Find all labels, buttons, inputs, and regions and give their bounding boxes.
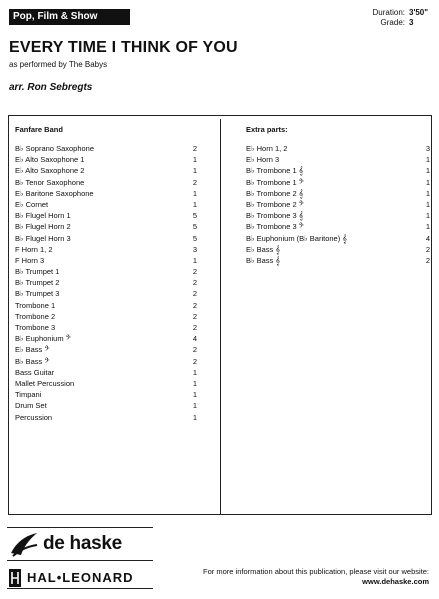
part-row	[246, 233, 430, 244]
part-name	[15, 300, 55, 311]
part-label: Bass Guitar	[15, 367, 55, 377]
part-count: 2	[192, 356, 197, 366]
grade-label: Grade:	[380, 18, 405, 27]
part-label: Drum Set	[15, 401, 47, 411]
part-label: B♭ Trombone 2	[246, 199, 297, 209]
piece-title: EVERY TIME I THINK OF YOU	[9, 39, 238, 56]
category-badge: Pop, Film & Show	[9, 9, 130, 25]
part-count: 2	[192, 278, 197, 288]
part-name	[15, 188, 94, 199]
part-count: 2	[192, 345, 197, 355]
part-name	[15, 199, 48, 210]
part-count: 1	[425, 188, 430, 198]
part-count: 5	[192, 222, 197, 232]
part-row	[15, 389, 197, 400]
part-count: 2	[192, 177, 197, 187]
fanfare-heading: Fanfare Band	[15, 125, 63, 134]
part-row	[15, 356, 197, 367]
part-count: 3	[192, 244, 197, 254]
part-label: Trombone 3	[15, 323, 56, 332]
part-count: 5	[192, 211, 197, 221]
part-row	[15, 333, 197, 344]
part-row	[246, 221, 430, 232]
part-name	[15, 356, 49, 367]
part-name	[246, 244, 280, 255]
part-label: B♭ Trombone 1	[246, 177, 297, 187]
part-label: E♭ Bass	[246, 244, 274, 254]
part-label: B♭ Tenor Saxophone	[15, 177, 85, 187]
website-link[interactable]: www.dehaske.com	[362, 577, 429, 586]
part-count: 1	[425, 222, 430, 232]
part-label: B♭ Flugel Horn 1	[15, 211, 71, 221]
part-label: B♭ Trumpet 2	[15, 278, 60, 288]
part-name	[15, 177, 84, 188]
part-label: F Horn 3	[15, 255, 45, 265]
part-label: Percussion	[15, 412, 53, 422]
part-row	[246, 143, 430, 154]
part-label: B♭ Flugel Horn 2	[15, 222, 71, 232]
duration-value: 3'50"	[409, 8, 429, 17]
part-count: 1	[425, 155, 430, 165]
part-count: 4	[192, 334, 197, 344]
de-haske-wave-icon	[9, 529, 39, 559]
part-count: 1	[192, 166, 197, 176]
part-name	[15, 322, 55, 333]
part-name	[15, 255, 44, 266]
part-name	[15, 378, 74, 389]
part-name	[15, 154, 84, 165]
part-name	[246, 188, 303, 199]
part-name	[246, 255, 280, 266]
part-row	[15, 300, 197, 311]
part-count: 1	[192, 390, 197, 400]
part-label: F Horn 1, 2	[15, 244, 53, 254]
part-count: 1	[425, 177, 430, 187]
de-haske-wordmark: de haske	[43, 533, 122, 554]
part-row	[15, 344, 197, 355]
footer-text: For more information about this publication, please visit our website:	[203, 567, 429, 576]
part-label: E♭ Cornet	[15, 199, 49, 209]
part-label: B♭ Flugel Horn 3	[15, 233, 71, 243]
part-count: 1	[192, 255, 197, 265]
part-count: 1	[192, 155, 197, 165]
performer-credit: as performed by The Babys	[9, 60, 108, 69]
clef-icon: 𝄞	[342, 233, 347, 243]
part-count: 2	[425, 255, 430, 265]
part-row	[15, 177, 197, 188]
part-name	[15, 221, 71, 232]
clef-icon: 𝄞	[275, 244, 281, 254]
extra-parts-heading: Extra parts:	[246, 125, 288, 134]
part-name	[15, 244, 53, 255]
de-haske-logo	[7, 527, 153, 561]
publisher-logo	[7, 527, 153, 592]
part-name	[246, 221, 304, 232]
part-name	[15, 288, 59, 299]
clef-icon: 𝄞	[298, 188, 304, 198]
part-label: B♭ Euphonium (B♭ Baritone)	[246, 233, 341, 243]
hal-leonard-icon	[9, 569, 21, 587]
arranger-credit: arr. Ron Sebregts	[9, 82, 93, 93]
part-label: B♭ Bass	[15, 356, 43, 366]
part-count: 2	[192, 311, 197, 321]
part-count: 1	[192, 367, 197, 377]
part-row	[15, 266, 197, 277]
part-label: B♭ Bass	[246, 255, 274, 265]
part-row	[15, 322, 197, 333]
part-name	[15, 266, 59, 277]
footer-info	[203, 567, 429, 587]
hal-leonard-wordmark: HAL•LEONARD	[27, 570, 134, 585]
part-name	[15, 165, 84, 176]
part-row	[246, 188, 430, 199]
clef-icon: 𝄢	[298, 222, 304, 232]
part-count: 2	[192, 289, 197, 299]
part-row	[15, 288, 197, 299]
part-row	[246, 255, 430, 266]
part-name	[246, 199, 304, 210]
part-row	[15, 412, 197, 423]
part-row	[15, 367, 197, 378]
part-label: B♭ Trombone 3	[246, 222, 297, 232]
clef-icon: 𝄞	[275, 255, 281, 265]
part-label: E♭ Alto Saxophone 1	[15, 155, 85, 165]
part-name	[15, 412, 52, 423]
part-name	[246, 154, 279, 165]
part-count: 2	[425, 244, 430, 254]
part-name	[246, 165, 303, 176]
part-count: 2	[192, 300, 197, 310]
part-label: E♭ Bass	[15, 345, 43, 355]
part-count: 4	[425, 233, 430, 243]
part-row	[15, 311, 197, 322]
part-name	[15, 400, 47, 411]
part-row	[15, 221, 197, 232]
part-count: 1	[192, 412, 197, 422]
clef-icon: 𝄢	[298, 177, 304, 187]
clef-icon: 𝄢	[298, 199, 304, 209]
part-label: E♭ Horn 1, 2	[246, 144, 288, 153]
part-name	[15, 344, 49, 355]
part-name	[15, 389, 41, 400]
part-count: 2	[192, 323, 197, 332]
part-label: Timpani	[15, 390, 42, 400]
part-row	[15, 255, 197, 266]
part-row	[15, 277, 197, 288]
part-count: 1	[192, 401, 197, 411]
part-label: E♭ Baritone Saxophone	[15, 188, 94, 198]
part-count: 1	[192, 199, 197, 209]
part-label: B♭ Trombone 2	[246, 188, 297, 198]
part-label: B♭ Trombone 3	[246, 211, 297, 221]
part-name	[246, 143, 287, 154]
part-label: B♭ Trombone 1	[246, 166, 297, 176]
part-count: 1	[192, 378, 197, 388]
clef-icon: 𝄢	[44, 356, 50, 366]
clef-icon: 𝄞	[298, 166, 304, 176]
part-name	[246, 233, 347, 244]
part-label: B♭ Euphonium	[15, 334, 64, 344]
part-name	[246, 210, 303, 221]
part-label: Mallet Percussion	[15, 378, 75, 388]
part-count: 1	[192, 188, 197, 198]
part-row	[15, 154, 197, 165]
part-row	[15, 199, 197, 210]
part-row	[15, 378, 197, 389]
part-row	[15, 244, 197, 255]
piece-meta	[373, 8, 429, 28]
part-row	[246, 199, 430, 210]
part-name	[15, 367, 54, 378]
part-name	[15, 333, 71, 344]
part-label: Trombone 2	[15, 311, 56, 321]
part-name	[15, 143, 94, 154]
column-divider	[220, 119, 221, 514]
duration-label: Duration:	[372, 8, 405, 17]
fanfare-parts-list	[15, 143, 197, 423]
part-row	[15, 165, 197, 176]
part-name	[15, 210, 71, 221]
part-row	[246, 165, 430, 176]
hal-leonard-logo	[7, 567, 153, 589]
part-count: 2	[192, 267, 197, 277]
part-label: B♭ Soprano Saxophone	[15, 144, 95, 153]
part-label: B♭ Trumpet 3	[15, 289, 60, 299]
extra-parts-list	[246, 143, 430, 266]
part-row	[15, 188, 197, 199]
part-label: E♭ Alto Saxophone 2	[15, 166, 85, 176]
part-name	[15, 277, 59, 288]
grade-value: 3	[409, 18, 414, 27]
part-row	[15, 143, 197, 154]
part-count: 2	[192, 144, 197, 153]
clef-icon: 𝄢	[65, 334, 71, 344]
part-label: B♭ Trumpet 1	[15, 267, 60, 277]
part-count: 1	[425, 211, 430, 221]
clef-icon: 𝄞	[298, 211, 304, 221]
part-row	[15, 233, 197, 244]
part-name	[15, 311, 55, 322]
part-name	[15, 233, 71, 244]
part-count: 5	[192, 233, 197, 243]
part-row	[246, 244, 430, 255]
part-row	[246, 210, 430, 221]
clef-icon: 𝄢	[44, 345, 50, 355]
part-row	[15, 400, 197, 411]
part-row	[15, 210, 197, 221]
part-count: 1	[425, 199, 430, 209]
part-row	[246, 177, 430, 188]
part-count: 3	[425, 144, 430, 153]
part-count: 1	[425, 166, 430, 176]
part-label: E♭ Horn 3	[246, 155, 280, 165]
part-row	[246, 154, 430, 165]
part-label: Trombone 1	[15, 300, 56, 310]
part-name	[246, 177, 304, 188]
